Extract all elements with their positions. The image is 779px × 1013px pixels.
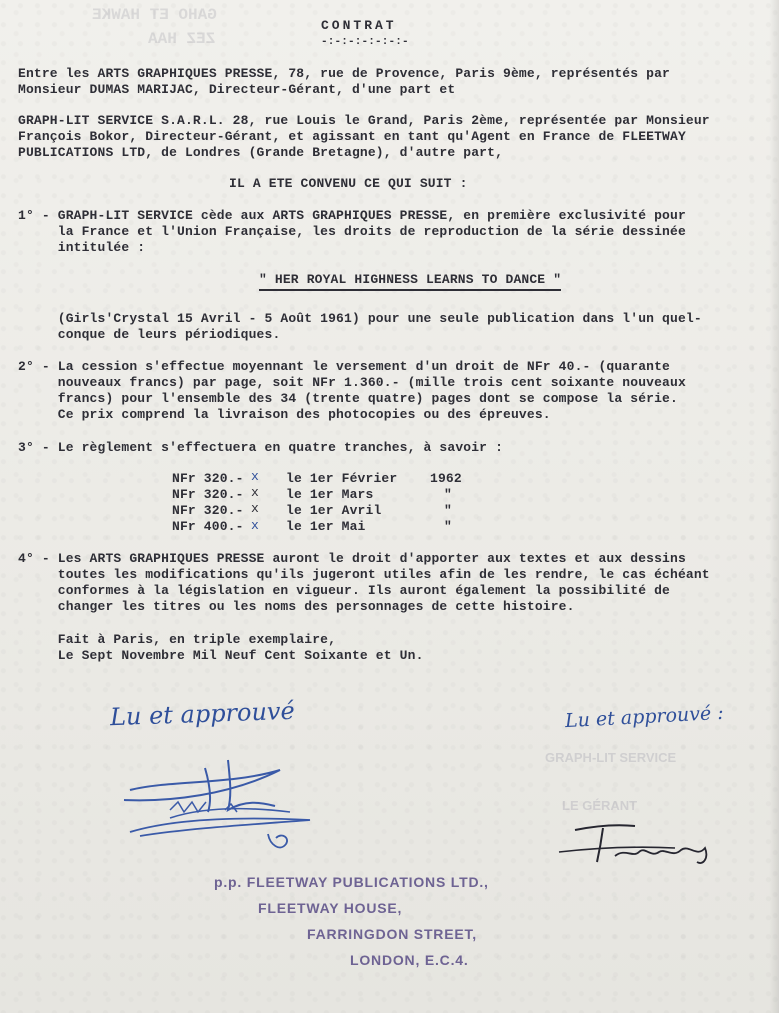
check-mark: x bbox=[251, 485, 259, 500]
clause-1-line: la France et l'Union Française, les droits de reproduction de la série dessinée bbox=[18, 224, 686, 239]
series-title: " HER ROYAL HIGHNESS LEARNS TO DANCE " bbox=[259, 272, 561, 291]
payment-amount: NFr 400.- bbox=[172, 519, 244, 534]
check-mark: x bbox=[251, 501, 259, 516]
payment-date: le 1er Mars bbox=[286, 487, 374, 502]
clause-4-line: toutes les modifications qu'ils jugeront utiles afin de les rendre, le cas échéant bbox=[18, 567, 710, 582]
company-stamp-line: p.p. FLEETWAY PUBLICATIONS LTD., bbox=[214, 874, 489, 890]
faint-stamp-line: LE GÉRANT bbox=[562, 798, 638, 813]
clause-1-line: intitulée : bbox=[18, 240, 146, 255]
clause-2-line: francs) pour l'ensemble des 34 (trente quatre) pages dont se compose la série. bbox=[18, 391, 678, 406]
closing-line: Le Sept Novembre Mil Neuf Cent Soixante et Un. bbox=[18, 648, 424, 663]
bleed-through-text: ZEZ HAA bbox=[148, 30, 216, 48]
payment-year: " bbox=[444, 503, 452, 518]
payment-amount: NFr 320.- bbox=[172, 503, 244, 518]
payment-date: le 1er Avril bbox=[286, 503, 382, 518]
clause-2-line: Ce prix comprend la livraison des photocopies ou des épreuves. bbox=[18, 407, 551, 422]
party-line: François Bokor, Directeur-Gérant, et agissant en tant qu'Agent en France de FLEETWAY bbox=[18, 129, 686, 144]
payment-year: " bbox=[444, 519, 452, 534]
agreement-heading: IL A ETE CONVENU CE QUI SUIT : bbox=[229, 176, 468, 191]
bleed-through-text: GAHO ET HAWKE bbox=[92, 6, 217, 24]
clause-3-line: 3° - Le règlement s'effectuera en quatre tranches, à savoir : bbox=[18, 440, 504, 455]
clause-2-line: nouveaux francs) par page, soit NFr 1.360.- (mille trois cent soixante nouveaux bbox=[18, 375, 686, 390]
paper-edge-shadow bbox=[769, 0, 779, 1013]
handwritten-approval-left: Lu et approuvé bbox=[109, 696, 296, 732]
check-mark: x bbox=[251, 518, 259, 533]
faint-stamp-line: GRAPH-LIT SERVICE bbox=[545, 750, 677, 765]
clause-4-line: 4° - Les ARTS GRAPHIQUES PRESSE auront le droit d'apporter aux textes et aux dessins bbox=[18, 551, 686, 566]
clause-2-line: 2° - La cession s'effectue moyennant le versement d'un droit de NFr 40.- (quarante bbox=[18, 359, 671, 374]
closing-line: Fait à Paris, en triple exemplaire, bbox=[18, 632, 337, 647]
signature-right bbox=[555, 818, 725, 878]
clause-4-line: conformes à la législation en vigueur. Ils auront également la possibilité de bbox=[18, 583, 671, 598]
intro-line: Entre les ARTS GRAPHIQUES PRESSE, 78, rue de Provence, Paris 9ème, représentés par bbox=[18, 66, 671, 81]
payment-amount: NFr 320.- bbox=[172, 487, 244, 502]
payment-year: " bbox=[444, 487, 452, 502]
title-rule: -:-:-:-:-:-:- bbox=[321, 36, 409, 48]
clause-4-line: changer les titres ou les noms des personnages de cette histoire. bbox=[18, 599, 575, 614]
company-stamp-line: FLEETWAY HOUSE, bbox=[258, 900, 403, 916]
company-stamp-line: FARRINGDON STREET, bbox=[307, 926, 477, 942]
clause-1b-line: (Girls'Crystal 15 Avril - 5 Août 1961) pour une seule publication dans l'un quel- bbox=[18, 311, 702, 326]
party-line: PUBLICATIONS LTD, de Londres (Grande Bretagne), d'autre part, bbox=[18, 145, 504, 160]
check-mark: x bbox=[251, 469, 259, 484]
payment-date: le 1er Mai bbox=[286, 519, 366, 534]
handwritten-approval-right: Lu et approuvé : bbox=[564, 701, 725, 733]
clause-1b-line: conque de leurs périodiques. bbox=[18, 327, 281, 342]
intro-line: Monsieur DUMAS MARIJAC, Directeur-Gérant, d'une part et bbox=[18, 82, 456, 97]
payment-amount: NFr 320.- bbox=[172, 471, 244, 486]
payment-year: 1962 bbox=[430, 471, 462, 486]
clause-1-line: 1° - GRAPH-LIT SERVICE cède aux ARTS GRAPHIQUES PRESSE, en première exclusivité pour bbox=[18, 208, 686, 223]
party-line: GRAPH-LIT SERVICE S.A.R.L. 28, rue Louis le Grand, Paris 2ème, représentée par Monsieur bbox=[18, 113, 710, 128]
document-title: CONTRAT bbox=[321, 18, 397, 33]
signature-left bbox=[110, 740, 350, 870]
company-stamp-line: LONDON, E.C.4. bbox=[350, 952, 469, 968]
payment-date: le 1er Février bbox=[286, 471, 398, 486]
